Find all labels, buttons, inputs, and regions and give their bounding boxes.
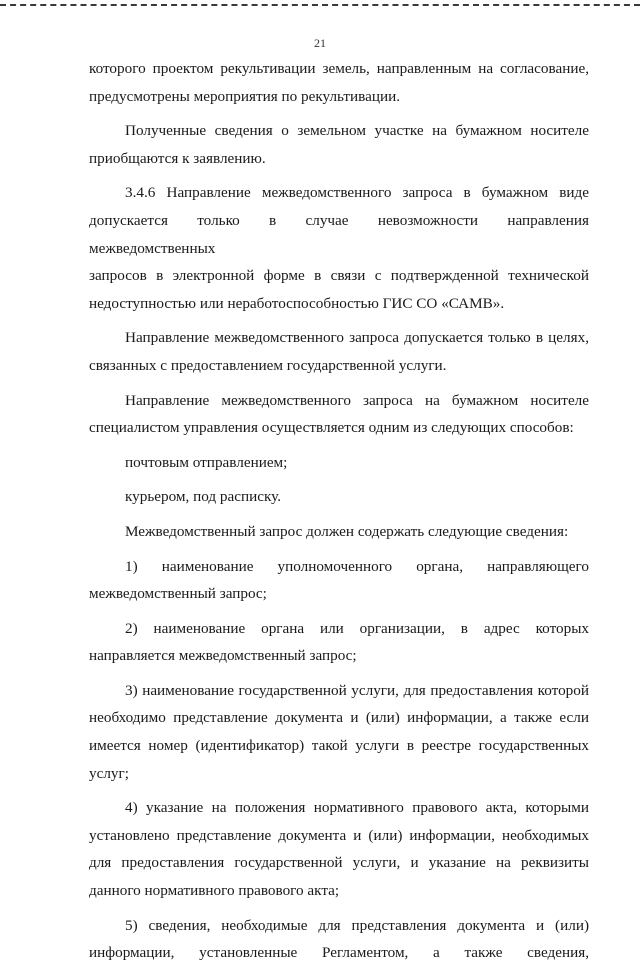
paragraph-line: Направление межведомственного запроса на бумажном носителе bbox=[125, 391, 589, 409]
paragraph-line: специалистом управления осуществляется одним из следующих способов: bbox=[89, 419, 574, 437]
paragraph-line: 5) сведения, необходимые для представления документа и (или) bbox=[125, 916, 589, 934]
paragraph-line: приобщаются к заявлению. bbox=[89, 149, 266, 167]
paragraph-line: Направление межведомственного запроса допускается только в целях, bbox=[125, 329, 589, 347]
paragraph-line: услуг; bbox=[89, 764, 129, 782]
paragraph-line: Полученные сведения о земельном участке на бумажном носителе bbox=[125, 122, 589, 140]
paragraph-line: межведомственный запрос; bbox=[89, 585, 267, 603]
scan-dashed-border bbox=[0, 4, 640, 6]
paragraph-line: 3) наименование государственной услуги, для предоставления которой bbox=[125, 681, 589, 699]
paragraph-line: 3.4.6 Направление межведомственного запроса в бумажном виде bbox=[125, 184, 589, 202]
paragraph-line: 2) наименование органа или организации, в адрес которых bbox=[125, 619, 589, 637]
paragraph bbox=[89, 387, 589, 442]
paragraph bbox=[89, 179, 589, 317]
paragraph-line: установлено представление документа и (или) информации, необходимых bbox=[89, 826, 589, 844]
paragraph bbox=[89, 912, 589, 967]
paragraph bbox=[89, 553, 589, 608]
paragraph-line: почтовым отправлением; bbox=[125, 453, 288, 471]
page-number: 21 bbox=[314, 36, 326, 50]
paragraph-line: предусмотрены мероприятия по рекультивации. bbox=[89, 87, 401, 105]
paragraph-line: которого проектом рекультивации земель, направленным на согласование, bbox=[89, 60, 589, 77]
paragraph bbox=[89, 794, 589, 904]
paragraph-line: 1) наименование уполномоченного органа, направляющего bbox=[125, 557, 589, 575]
paragraph-line: для предоставления государственной услуги, и указание на реквизиты bbox=[89, 854, 589, 872]
paragraph bbox=[89, 324, 589, 379]
paragraph-line: направляется межведомственный запрос; bbox=[89, 647, 357, 665]
paragraph bbox=[89, 483, 589, 511]
paragraph-line: информации, установленные Регламентом, а также сведения, bbox=[89, 944, 589, 962]
paragraph bbox=[89, 449, 589, 477]
paragraph bbox=[89, 615, 589, 670]
paragraph-line: Межведомственный запрос должен содержать следующие сведения: bbox=[125, 522, 569, 540]
paragraph-line: имеется номер (идентификатор) такой услуги в реестре государственных bbox=[89, 737, 589, 755]
paragraph-line: данного нормативного правового акта; bbox=[89, 882, 340, 900]
paragraph bbox=[89, 518, 589, 546]
document-body bbox=[89, 55, 589, 967]
paragraph-line: связанных с предоставлением государственной услуги. bbox=[89, 356, 447, 374]
paragraph bbox=[89, 117, 589, 172]
paragraph-line: недоступностью или неработоспособностью ГИС СО «САМВ». bbox=[89, 294, 505, 312]
paragraph bbox=[89, 677, 589, 787]
paragraph bbox=[89, 55, 589, 110]
paragraph-line: допускается только в случае невозможности направления межведомственных bbox=[89, 211, 589, 257]
paragraph-line: курьером, под расписку. bbox=[125, 488, 282, 506]
paragraph-line: необходимо представление документа и (или) информации, а также если bbox=[89, 709, 589, 727]
paragraph-line: 4) указание на положения нормативного правового акта, которыми bbox=[125, 799, 589, 817]
paragraph-line: запросов в электронной форме в связи с подтвержденной технической bbox=[89, 267, 589, 285]
